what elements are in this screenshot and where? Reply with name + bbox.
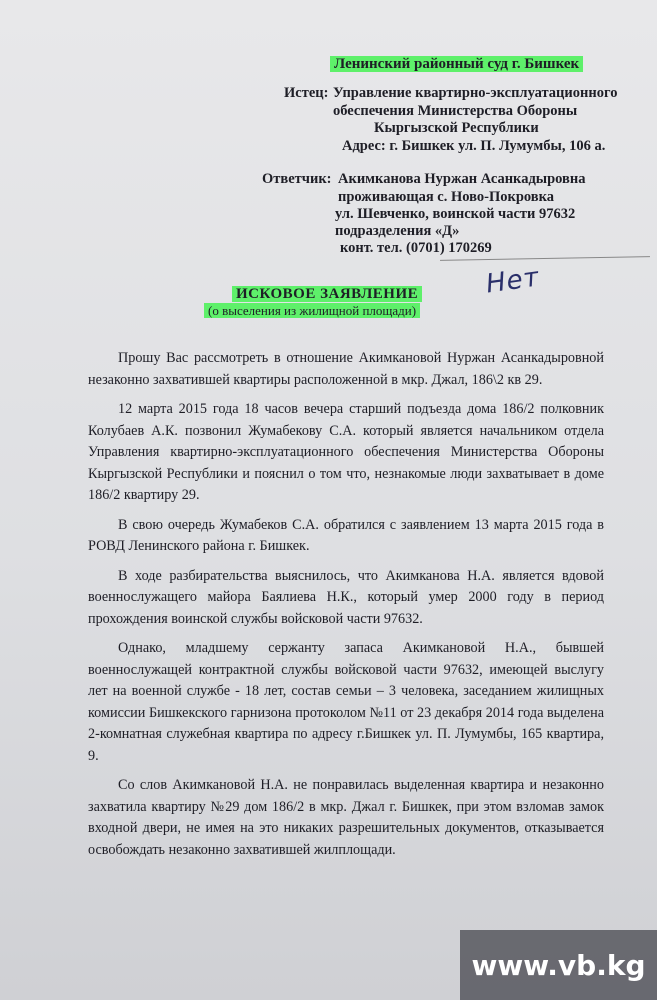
title-highlight: ИСКОВОЕ ЗАЯВЛЕНИЕ [232, 286, 422, 302]
court-name [330, 56, 583, 73]
defendant-line: проживающая с. Ново-Покровка [338, 189, 555, 205]
body-paragraph: Однако, младшему сержанту запаса Акимкановой Н.А., бывшей военнослужащей контрактной службы войсковой части 97632, имеющей выслугу лет на военной службе - 18 лет, состав семьи – 3 человека, заседанием жилищных комиссии Бишкекского гарнизона протоколом №11 от 23 декабря 2014 года выделена 2-комнатная служебная квартира по адресу г.Бишкек ул. П. Лумумбы, 165 квартира, 9. [88, 640, 604, 764]
defendant-line: Акимканова Нуржан Асанкадыровна [338, 171, 586, 187]
defendant-line: ул. Шевченко, воинской части 97632 [335, 206, 576, 222]
document-subtitle [204, 303, 420, 319]
defendant-label: Ответчик: [262, 171, 332, 187]
body-paragraph: Прошу Вас рассмотреть в отношение Акимкановой Нуржан Асанкадыровной незаконно захватившей квартиры расположенной в мкр. Джал, 186\2 кв 29. [88, 350, 604, 388]
plaintiff-line: Кыргызской Республики [374, 120, 539, 136]
body-paragraph: В свою очередь Жумабеков С.А. обратился с заявлением 13 марта 2015 года в РОВД Ленинского района г. Бишкек. [88, 516, 604, 554]
document-body [88, 348, 604, 869]
subtitle-highlight: (о выселения из жилищной площади) [204, 303, 420, 318]
body-paragraph: 12 марта 2015 года 18 часов вечера старший подъезда дома 186/2 полковник Колубаев А.К. позвонил Жумабекову С.А. который является начальником отдела Управления квартирно-эксплуатационного обеспечения Министерства Обороны Кыргызской Республики и пояснил о том что, незнакомые люди захватывает в доме 186/2 квартиру 29. [88, 401, 604, 503]
handwritten-note: Нет [484, 262, 542, 300]
body-paragraph: В ходе разбирательства выяснилось, что Акимканова Н.А. является вдовой военнослужащего майора Баялиева Н.К., который умер 2000 году в период прохождения воинской службы войсковой части 97632. [88, 567, 604, 627]
plaintiff-label: Истец: [284, 85, 329, 101]
body-paragraph: Со слов Акимкановой Н.А. не понравилась выделенная квартира и незаконно захватила квартиру №29 дом 186/2 в мкр. Джал г. Бишкек, при этом взломав замок входной двери, не имея на это никаких разрешительных документов, отказывается освобождать незаконно захватившей жилплощади. [88, 777, 604, 858]
plaintiff-line: обеспечения Министерства Обороны [333, 103, 578, 119]
plaintiff-address: Адрес: г. Бишкек ул. П. Лумумбы, 106 а. [342, 138, 606, 154]
court-highlight: Ленинский районный суд г. Бишкек [330, 56, 583, 72]
document-title [232, 286, 422, 303]
defendant-line: подразделения «Д» [335, 223, 460, 239]
plaintiff-line: Управление квартирно-эксплуатационного [333, 85, 618, 101]
defendant-phone: конт. тел. (0701) 170269 [340, 240, 492, 256]
site-watermark: www.vb.kg [460, 930, 657, 1000]
